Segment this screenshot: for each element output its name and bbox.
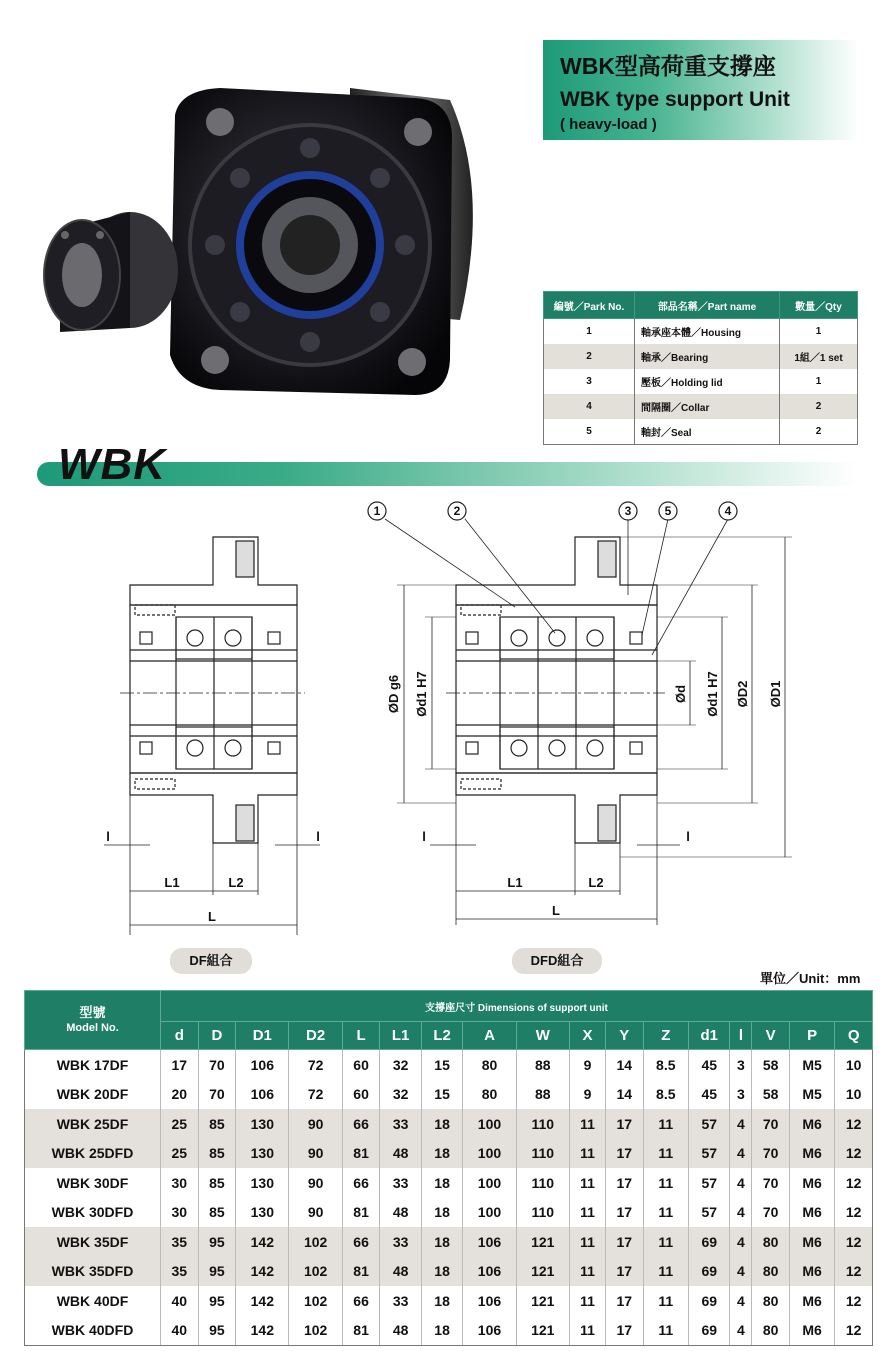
dfd-dim-d: Ød [673, 684, 688, 704]
table-row [25, 1109, 873, 1139]
cell-z: 8.5 [643, 1050, 688, 1080]
cell-p: M6 [789, 1168, 834, 1198]
part-qty: 2 [780, 419, 858, 445]
dfd-dim-l-left: l [422, 829, 426, 844]
model-cell: WBK 20DF [56, 1086, 129, 1103]
cell-z: 11 [643, 1257, 688, 1287]
cell-z: 11 [643, 1316, 688, 1346]
part-name: 間隔圈／Collar [635, 394, 780, 419]
cell-v: 70 [752, 1168, 790, 1198]
cell-l: 81 [342, 1139, 380, 1169]
cell-l2: 18 [421, 1139, 462, 1169]
cell-v: 80 [752, 1286, 790, 1316]
parts-table [543, 291, 858, 445]
cell-d2: 90 [289, 1109, 342, 1139]
dfd-dim-d1h7-left: Ød1 H7 [414, 671, 429, 717]
cell-d1: 57 [689, 1109, 730, 1139]
column-header-v: V [752, 1022, 790, 1050]
dfd-dim-L1: L1 [507, 875, 523, 890]
column-header-y: Y [605, 1022, 643, 1050]
dfd-dim-D2: ØD2 [735, 680, 750, 708]
model-cell: WBK 25DFD [25, 1139, 161, 1169]
cell-w: 110 [516, 1139, 569, 1169]
cell-z: 11 [643, 1139, 688, 1169]
cell-a: 100 [463, 1168, 516, 1198]
parts-header-qty: 數量／Qty [780, 292, 858, 319]
cell-d2: 102 [289, 1257, 342, 1287]
cell-y: 17 [605, 1316, 643, 1346]
technical-drawing [0, 495, 890, 945]
part-no: 5 [544, 419, 635, 445]
model-header [25, 991, 161, 1050]
callout-1: 1 [373, 504, 381, 518]
cell-d: 17 [161, 1050, 199, 1080]
column-header-z: Z [643, 1022, 688, 1050]
df-combination-label: DF組合 [170, 948, 252, 974]
cell-d: 70 [198, 1080, 236, 1110]
model-header-en: Model No. [66, 1021, 119, 1034]
cell-d: 25 [161, 1139, 199, 1169]
cell-l1: 33 [380, 1227, 421, 1257]
parts-row [544, 344, 858, 369]
cell-l: 3 [730, 1050, 752, 1080]
cell-z: 11 [643, 1227, 688, 1257]
column-header-l1: L1 [380, 1022, 421, 1050]
cell-w: 121 [516, 1257, 569, 1287]
cell-l2: 18 [421, 1286, 462, 1316]
cell-d: 85 [198, 1139, 236, 1169]
parts-row [544, 419, 858, 445]
cell-d1: 69 [689, 1227, 730, 1257]
cell-d: 95 [198, 1316, 236, 1346]
cell-x: 11 [569, 1198, 605, 1228]
cell-l1: 33 [380, 1109, 421, 1139]
column-header-w: W [516, 1022, 569, 1050]
dfd-dim-l-right: l [686, 829, 690, 844]
cell-y: 17 [605, 1139, 643, 1169]
column-header-d1: D1 [236, 1022, 289, 1050]
cell-q: 12 [835, 1168, 873, 1198]
model-cell: WBK 35DFD [25, 1257, 161, 1287]
cell-d2: 90 [289, 1168, 342, 1198]
cell-z: 11 [643, 1198, 688, 1228]
cell-d: 20 [161, 1080, 199, 1110]
part-no: 4 [544, 394, 635, 419]
cell-p: M6 [789, 1316, 834, 1346]
cell-p: M6 [789, 1227, 834, 1257]
cell-d2: 102 [289, 1227, 342, 1257]
model-cell: WBK 30DFD [51, 1204, 134, 1221]
cell-v: 80 [752, 1227, 790, 1257]
cell-l: 66 [342, 1109, 380, 1139]
part-qty: 2 [780, 394, 858, 419]
cell-y: 17 [605, 1168, 643, 1198]
cell-a: 80 [463, 1080, 516, 1110]
cell-l1: 32 [380, 1080, 421, 1110]
cell-l2: 18 [421, 1198, 462, 1228]
cell-q: 12 [835, 1198, 873, 1228]
cell-p: M6 [789, 1198, 834, 1228]
table-row [25, 1198, 873, 1228]
cell-l: 81 [342, 1257, 380, 1287]
column-header-l2: L2 [421, 1022, 462, 1050]
cell-q: 12 [835, 1316, 873, 1346]
cell-x: 9 [569, 1080, 605, 1110]
cell-l2: 18 [421, 1316, 462, 1346]
part-qty: 1 [780, 369, 858, 394]
cell-d1: 69 [689, 1257, 730, 1287]
cell-q: 12 [835, 1227, 873, 1257]
unit-note: 單位／Unit：mm [760, 971, 861, 986]
parts-row [544, 319, 858, 345]
cell-v: 70 [752, 1198, 790, 1228]
cell-d2: 72 [289, 1050, 342, 1080]
cell-l: 4 [730, 1227, 752, 1257]
cell-d1: 142 [236, 1257, 289, 1287]
cell-w: 88 [516, 1050, 569, 1080]
column-header-d: D [198, 1022, 236, 1050]
parts-header-name: 部品名稱／Part name [635, 292, 780, 319]
cell-d1: 57 [689, 1139, 730, 1169]
cell-z: 11 [643, 1109, 688, 1139]
cell-d1: 45 [689, 1080, 730, 1110]
section-title: WBK [58, 440, 167, 489]
cell-d: 85 [198, 1168, 236, 1198]
cell-l: 66 [342, 1227, 380, 1257]
table-row [25, 1050, 873, 1080]
cell-l: 60 [342, 1080, 380, 1110]
cell-l1: 33 [380, 1286, 421, 1316]
callout-5: 5 [664, 504, 672, 518]
cell-w: 110 [516, 1168, 569, 1198]
cell-w: 88 [516, 1080, 569, 1110]
cell-d: 30 [161, 1168, 199, 1198]
cell-x: 11 [569, 1227, 605, 1257]
cell-l: 60 [342, 1050, 380, 1080]
cell-d1: 142 [236, 1227, 289, 1257]
column-header-p: P [789, 1022, 834, 1050]
title-subtitle: ( heavy-load ) [560, 116, 657, 133]
title-chinese: WBK型高荷重支撐座 [560, 53, 776, 79]
cell-q: 10 [835, 1080, 873, 1110]
cell-l1: 48 [380, 1139, 421, 1169]
parts-table-header [544, 292, 858, 319]
cell-x: 11 [569, 1168, 605, 1198]
cell-x: 11 [569, 1139, 605, 1169]
cell-l1: 48 [380, 1198, 421, 1228]
cell-p: M5 [789, 1080, 834, 1110]
cell-d: 85 [198, 1198, 236, 1228]
cell-a: 80 [463, 1050, 516, 1080]
column-header-x: X [569, 1022, 605, 1050]
cell-v: 80 [752, 1257, 790, 1287]
cell-q: 12 [835, 1286, 873, 1316]
cell-l: 4 [730, 1257, 752, 1287]
cell-y: 17 [605, 1257, 643, 1287]
cell-z: 8.5 [643, 1080, 688, 1110]
cell-l: 66 [342, 1168, 380, 1198]
cell-d1: 69 [689, 1286, 730, 1316]
table-row [25, 1227, 873, 1257]
dimension-table [24, 990, 873, 1346]
column-header-l: l [730, 1022, 752, 1050]
column-header-q: Q [835, 1022, 873, 1050]
title-english: WBK type support Unit [560, 88, 790, 111]
part-no: 1 [544, 319, 635, 345]
cell-p: M6 [789, 1257, 834, 1287]
product-photo [20, 70, 520, 410]
cell-l: 81 [342, 1316, 380, 1346]
df-dim-L2: L2 [228, 875, 244, 890]
cell-d1: 130 [236, 1139, 289, 1169]
cell-d1: 130 [236, 1109, 289, 1139]
cell-d: 40 [161, 1286, 199, 1316]
column-header-a: A [463, 1022, 516, 1050]
dfd-dim-dg6: ØD g6 [386, 674, 401, 714]
dfd-dim-L2: L2 [588, 875, 604, 890]
cell-l1: 48 [380, 1316, 421, 1346]
cell-y: 17 [605, 1198, 643, 1228]
model-cell: WBK 17DF [56, 1056, 129, 1073]
cell-a: 100 [463, 1139, 516, 1169]
part-qty: 1組／1 set [780, 344, 858, 369]
column-header-d2: D2 [289, 1022, 342, 1050]
cell-l1: 32 [380, 1050, 421, 1080]
dfd-combination-label: DFD組合 [512, 948, 602, 974]
model-cell: WBK 40DF [56, 1292, 129, 1309]
callout-4: 4 [724, 504, 732, 518]
cell-v: 58 [752, 1050, 790, 1080]
dimensions-group-header: 支撐座尺寸 Dimensions of support unit [161, 991, 873, 1022]
cell-d1: 142 [236, 1286, 289, 1316]
cell-w: 110 [516, 1109, 569, 1139]
cell-x: 11 [569, 1316, 605, 1346]
callout-2: 2 [453, 504, 461, 518]
cell-x: 11 [569, 1257, 605, 1287]
cell-y: 17 [605, 1227, 643, 1257]
cell-d1: 106 [236, 1050, 289, 1080]
cell-d: 35 [161, 1257, 199, 1287]
part-name: 軸承座本體／Housing [635, 319, 780, 345]
part-qty: 1 [780, 319, 858, 345]
cell-l: 4 [730, 1168, 752, 1198]
cell-l: 4 [730, 1316, 752, 1346]
part-name: 壓板／Holding lid [635, 369, 780, 394]
cell-d2: 72 [289, 1080, 342, 1110]
model-cell: WBK 40DFD [25, 1316, 161, 1346]
dim-table-group-header [25, 991, 873, 1022]
model-header-zh: 型號 [79, 1004, 106, 1020]
cell-v: 58 [752, 1080, 790, 1110]
cell-p: M5 [789, 1050, 834, 1080]
cell-l2: 18 [421, 1227, 462, 1257]
df-drawing [104, 537, 320, 935]
parts-header-no: 編號／Park No. [544, 292, 635, 319]
cell-d: 40 [161, 1316, 199, 1346]
cell-x: 9 [569, 1050, 605, 1080]
cell-d1: 130 [236, 1198, 289, 1228]
cell-l: 4 [730, 1139, 752, 1169]
cell-a: 106 [463, 1257, 516, 1287]
parts-row [544, 394, 858, 419]
cell-l: 4 [730, 1286, 752, 1316]
cell-a: 106 [463, 1316, 516, 1346]
cell-d: 35 [161, 1227, 199, 1257]
cell-d: 25 [161, 1109, 199, 1139]
cell-d: 30 [161, 1198, 199, 1228]
table-row [25, 1139, 873, 1169]
cell-d1: 57 [689, 1198, 730, 1228]
parts-row [544, 369, 858, 394]
cell-d: 85 [198, 1109, 236, 1139]
cell-w: 121 [516, 1316, 569, 1346]
cell-l1: 48 [380, 1257, 421, 1287]
part-no: 3 [544, 369, 635, 394]
dfd-dim-L: L [552, 903, 560, 918]
cell-d1: 142 [236, 1316, 289, 1346]
model-cell: WBK 25DF [25, 1109, 161, 1139]
df-dim-l-left: l [106, 829, 110, 844]
table-row [25, 1316, 873, 1346]
column-header-l: L [342, 1022, 380, 1050]
part-no: 2 [544, 344, 635, 369]
cell-w: 121 [516, 1227, 569, 1257]
cell-p: M6 [789, 1286, 834, 1316]
model-cell: WBK 35DF [25, 1227, 161, 1257]
cell-l2: 18 [421, 1109, 462, 1139]
cell-d2: 90 [289, 1139, 342, 1169]
cell-v: 80 [752, 1316, 790, 1346]
cell-l: 81 [342, 1198, 380, 1228]
cell-l1: 33 [380, 1168, 421, 1198]
cell-p: M6 [789, 1139, 834, 1169]
cell-a: 100 [463, 1109, 516, 1139]
cell-l2: 15 [421, 1080, 462, 1110]
cell-d1: 57 [689, 1168, 730, 1198]
df-dim-L1: L1 [164, 875, 180, 890]
cell-l: 4 [730, 1198, 752, 1228]
df-dim-l-right: l [316, 829, 320, 844]
df-dim-L: L [208, 909, 216, 924]
part-name: 軸封／Seal [635, 419, 780, 445]
table-row [25, 1168, 873, 1198]
dfd-drawing [385, 519, 792, 925]
cell-d: 95 [198, 1286, 236, 1316]
cell-l: 3 [730, 1080, 752, 1110]
cell-a: 106 [463, 1286, 516, 1316]
table-row [25, 1286, 873, 1316]
cell-y: 17 [605, 1286, 643, 1316]
cell-d2: 90 [289, 1198, 342, 1228]
part-name: 軸承／Bearing [635, 344, 780, 369]
cell-l2: 18 [421, 1257, 462, 1287]
cell-a: 106 [463, 1227, 516, 1257]
cell-d2: 102 [289, 1286, 342, 1316]
cell-w: 110 [516, 1198, 569, 1228]
cell-q: 12 [835, 1139, 873, 1169]
column-header-d1: d1 [689, 1022, 730, 1050]
dfd-dim-d1h7-right: Ød1 H7 [705, 671, 720, 717]
cell-d: 95 [198, 1227, 236, 1257]
cell-y: 14 [605, 1050, 643, 1080]
cell-w: 121 [516, 1286, 569, 1316]
table-row [25, 1257, 873, 1287]
cell-v: 70 [752, 1139, 790, 1169]
cell-y: 17 [605, 1109, 643, 1139]
cell-d1: 45 [689, 1050, 730, 1080]
cell-l: 4 [730, 1109, 752, 1139]
cell-l2: 15 [421, 1050, 462, 1080]
cell-p: M6 [789, 1109, 834, 1139]
dfd-dim-D1: ØD1 [768, 680, 783, 708]
cell-y: 14 [605, 1080, 643, 1110]
cell-d: 95 [198, 1257, 236, 1287]
table-row [25, 1080, 873, 1110]
cell-d1: 69 [689, 1316, 730, 1346]
cell-d1: 130 [236, 1168, 289, 1198]
cell-z: 11 [643, 1168, 688, 1198]
cell-l: 66 [342, 1286, 380, 1316]
cell-d1: 106 [236, 1080, 289, 1110]
cell-x: 11 [569, 1109, 605, 1139]
cell-q: 12 [835, 1109, 873, 1139]
cell-q: 10 [835, 1050, 873, 1080]
cell-l2: 18 [421, 1168, 462, 1198]
cell-d2: 102 [289, 1316, 342, 1346]
column-header-d: d [161, 1022, 199, 1050]
cell-z: 11 [643, 1286, 688, 1316]
cell-d: 70 [198, 1050, 236, 1080]
cell-q: 12 [835, 1257, 873, 1287]
callout-3: 3 [624, 504, 632, 518]
model-cell: WBK 30DF [56, 1174, 129, 1191]
cell-x: 11 [569, 1286, 605, 1316]
cell-v: 70 [752, 1109, 790, 1139]
cell-a: 100 [463, 1198, 516, 1228]
